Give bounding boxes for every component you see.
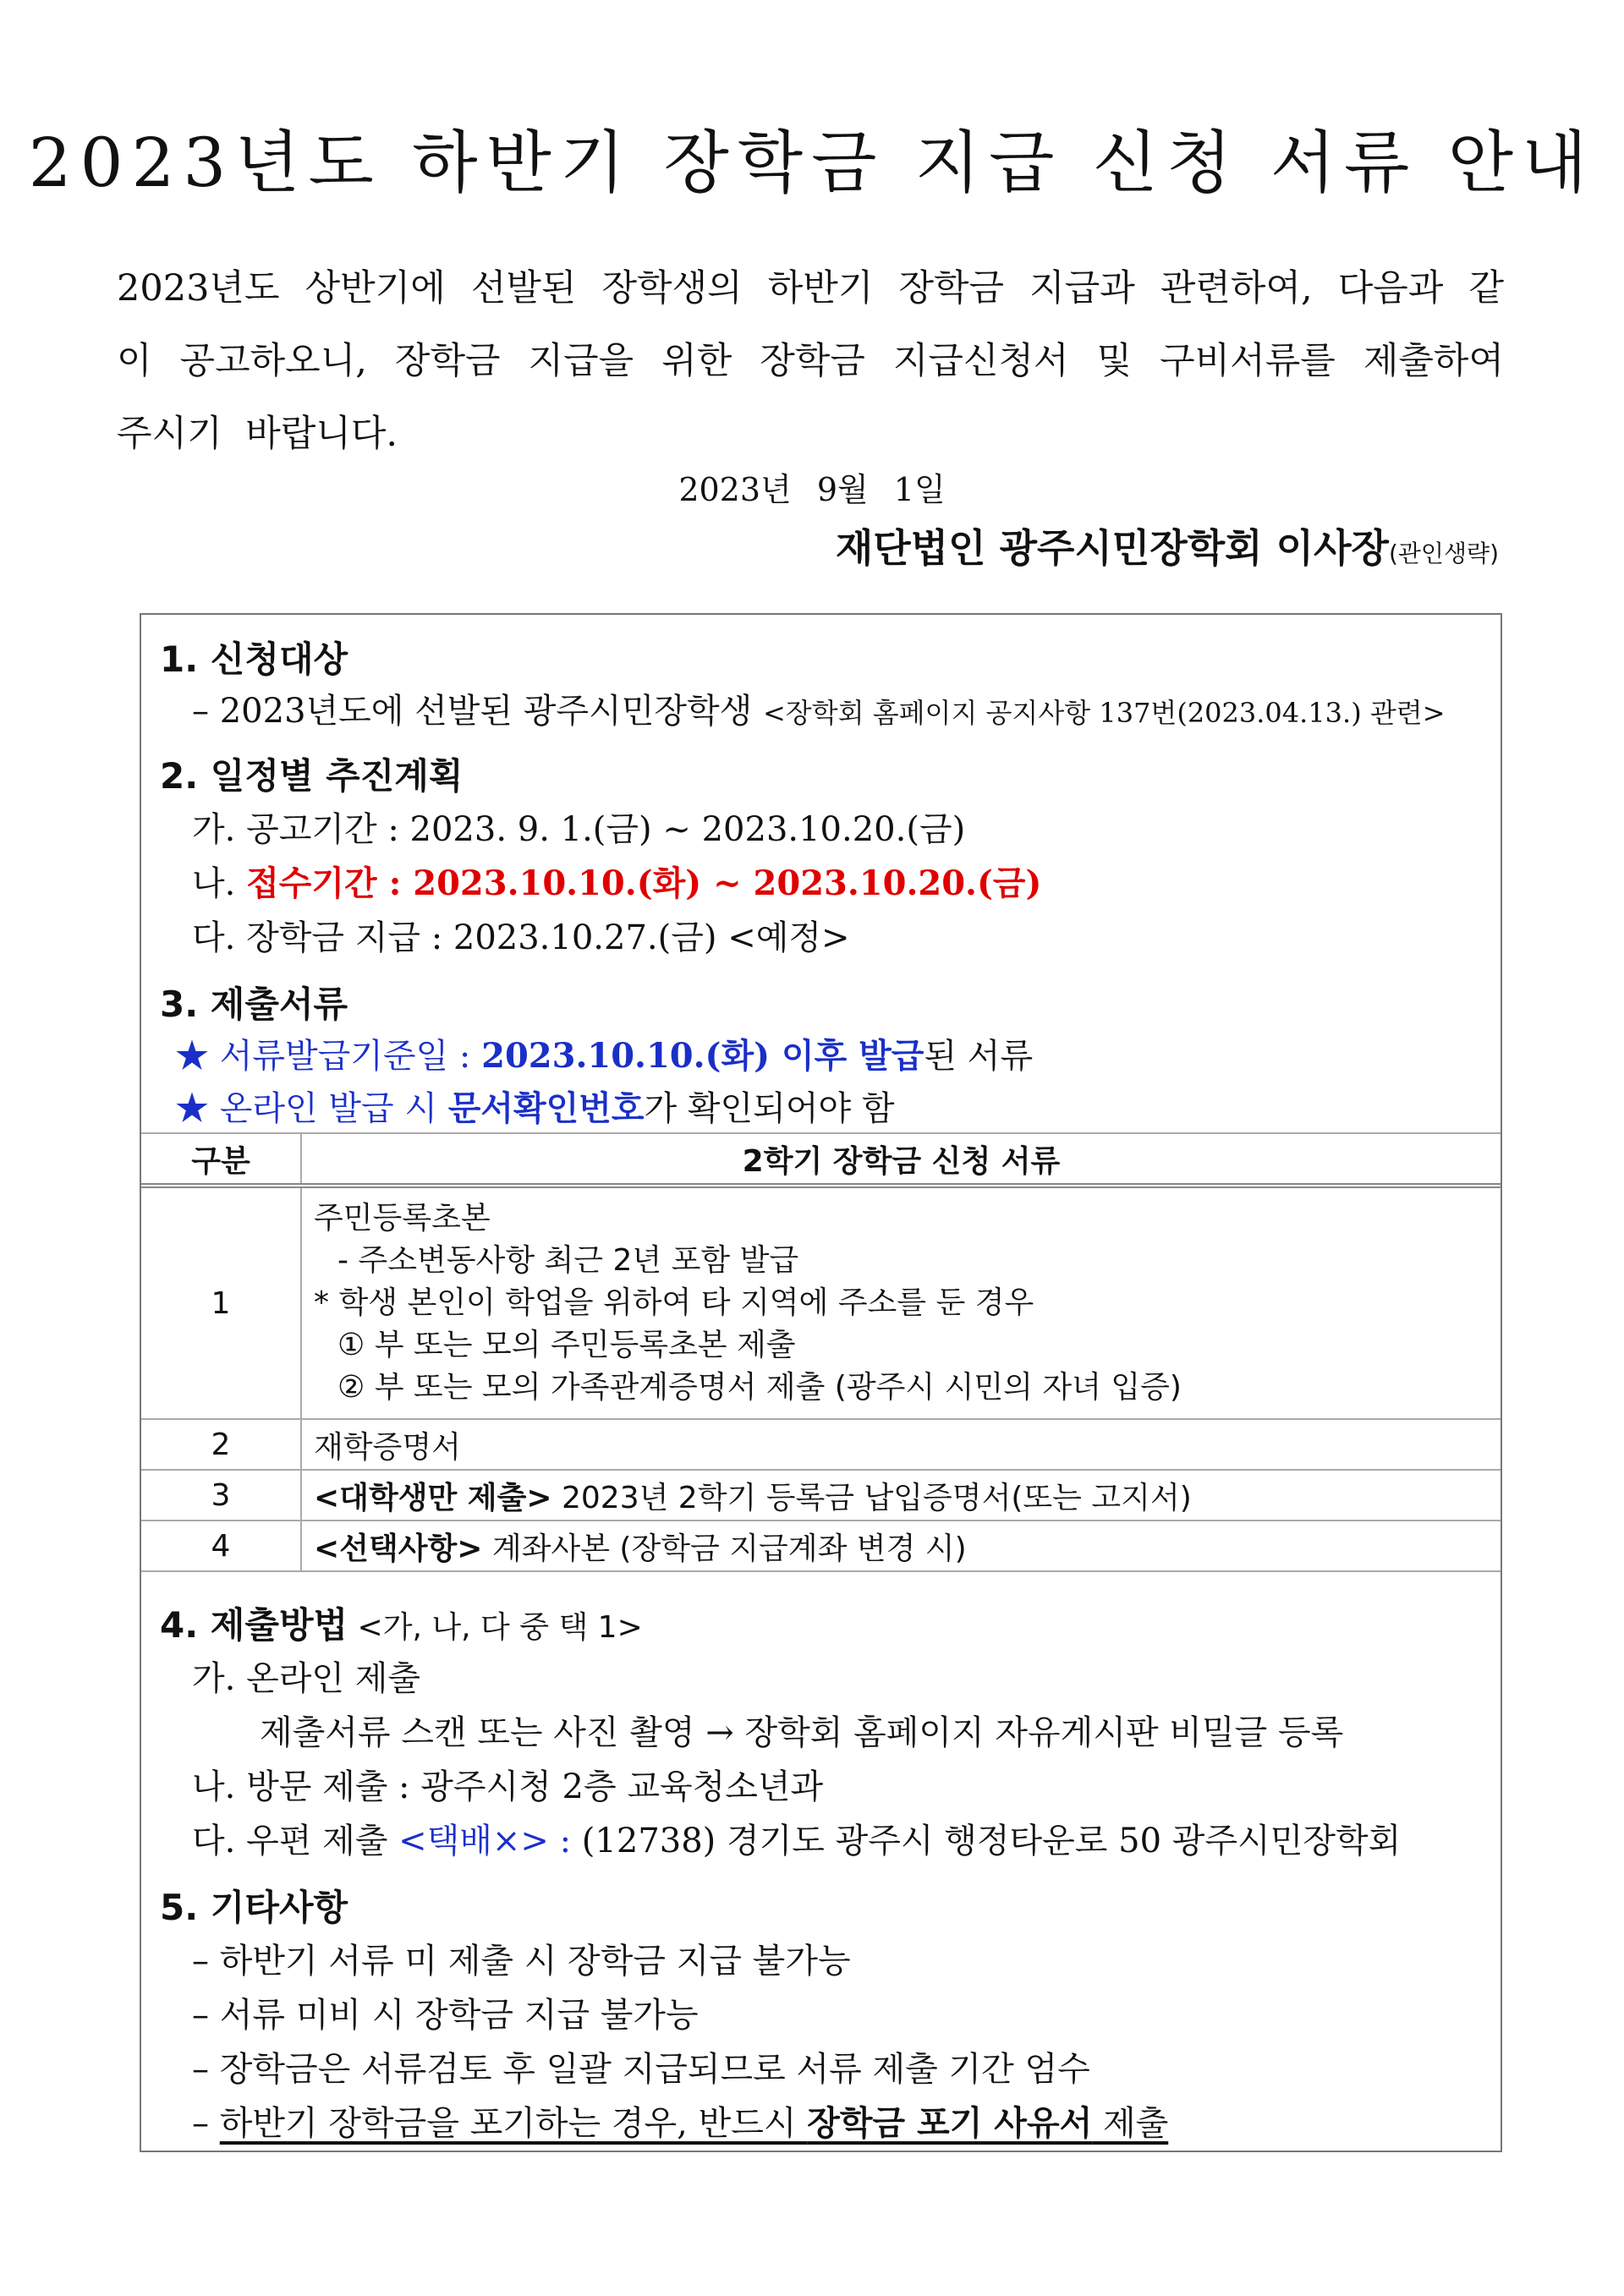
row1-line: * 학생 본인이 학업을 위하여 타 지역에 주소를 둔 경우 bbox=[314, 1285, 1034, 1320]
row-number: 1 bbox=[141, 1186, 301, 1419]
row1-line: ② 부 또는 모의 가족관계증명서 제출 (광주시 시민의 자녀 입증) bbox=[337, 1370, 1182, 1405]
method-visit: 나. 방문 제출 : 광주시청 2층 교육청소년과 bbox=[192, 1767, 824, 1806]
signer bbox=[836, 518, 1499, 573]
note-tail: 제출 bbox=[1092, 2104, 1169, 2143]
section-3-heading: 3. 제출서류 bbox=[160, 984, 348, 1025]
note-item: – 하반기 서류 미 제출 시 장학금 지급 불가능 bbox=[192, 1942, 851, 1981]
section-4-title: 4. 제출방법 bbox=[160, 1604, 348, 1646]
content-box bbox=[140, 613, 1502, 2152]
row1-line: 주민등록초본 bbox=[314, 1201, 491, 1236]
table-row bbox=[141, 1419, 1501, 1470]
online-issue-suffix: 가 확인되어야 함 bbox=[644, 1089, 895, 1128]
announcement-period: 가. 공고기간 : 2023. 9. 1.(금) ~ 2023.10.20.(금) bbox=[192, 810, 966, 849]
row-content bbox=[301, 1186, 1501, 1419]
row-number: 4 bbox=[141, 1521, 301, 1571]
row-content: 재학증명서 bbox=[301, 1419, 1501, 1470]
section-4-note: <가, 나, 다 중 택 1> bbox=[348, 1610, 643, 1645]
row-content bbox=[301, 1521, 1501, 1571]
row-tag: <대학생만 제출> bbox=[314, 1480, 552, 1515]
row-content bbox=[301, 1470, 1501, 1521]
section-1-item bbox=[192, 684, 1446, 732]
signer-name: 재단법인 광주시민장학회 이사장 bbox=[835, 525, 1389, 571]
section-5-heading: 5. 기타사항 bbox=[160, 1887, 348, 1928]
note-item: – 장학금은 서류검토 후 일괄 지급되므로 서류 제출 기간 엄수 bbox=[192, 2050, 1090, 2089]
method-mail-address: (12738) 경기도 광주시 행정타운로 50 광주시민장학회 bbox=[571, 1822, 1402, 1860]
payment-date: 다. 장학금 지급 : 2023.10.27.(금) <예정> bbox=[192, 918, 850, 957]
row1-line: ① 부 또는 모의 주민등록초본 제출 bbox=[337, 1328, 796, 1362]
table-row bbox=[141, 1186, 1501, 1419]
section-4-heading bbox=[160, 1597, 643, 1648]
issue-date-rule bbox=[175, 1029, 1033, 1077]
table-row bbox=[141, 1521, 1501, 1571]
note-item bbox=[192, 2096, 1168, 2145]
online-issue-prefix: ★ 온라인 발급 시 bbox=[175, 1089, 448, 1128]
notice-date: 2023년 9월 1일 bbox=[678, 471, 946, 508]
method-mail bbox=[192, 1814, 1401, 1862]
row-number: 3 bbox=[141, 1470, 301, 1521]
reception-dates: 접수기간 : 2023.10.10.(화) ~ 2023.10.20.(금) bbox=[246, 863, 1042, 903]
reception-prefix: 나. bbox=[192, 864, 247, 903]
method-mail-prefix: 다. 우편 제출 bbox=[192, 1822, 399, 1860]
row-text: 2023년 2학기 등록금 납입증명서(또는 고지서) bbox=[551, 1480, 1192, 1515]
issue-date-prefix: ★ 서류발급기준일 : bbox=[175, 1037, 482, 1076]
method-online: 가. 온라인 제출 bbox=[192, 1659, 420, 1698]
section-1-text: – 2023년도에 선발된 광주시민장학생 bbox=[192, 692, 753, 731]
table-header-documents: 2학기 장학금 신청 서류 bbox=[301, 1133, 1501, 1186]
note-text: 하반기 장학금을 포기하는 경우, 반드시 bbox=[219, 2104, 808, 2143]
section-2-heading: 2. 일정별 추진계획 bbox=[160, 755, 464, 797]
reception-period bbox=[192, 857, 1041, 905]
note-underlined bbox=[220, 2104, 1169, 2143]
method-online-detail: 제출서류 스캔 또는 사진 촬영 → 장학회 홈페이지 자유게시판 비밀글 등록 bbox=[260, 1713, 1344, 1752]
online-issue-rule bbox=[175, 1082, 894, 1130]
seal-note: (관인생략) bbox=[1388, 540, 1499, 567]
row-tag: <선택사항> bbox=[314, 1531, 483, 1566]
documents-table bbox=[141, 1132, 1501, 1572]
section-1-note: <장학회 홈페이지 공지사항 137번(2023.04.13.) 관련> bbox=[762, 697, 1446, 729]
row-text: 계좌사본 (장학금 지급계좌 변경 시) bbox=[482, 1531, 967, 1566]
row1-line: - 주소변동사항 최근 2년 포함 발급 bbox=[337, 1243, 799, 1278]
note-dash: – bbox=[192, 2104, 220, 2143]
section-1-heading: 1. 신청대상 bbox=[160, 638, 348, 680]
online-issue-highlight: 문서확인번호 bbox=[447, 1088, 645, 1128]
page-title: 2023년도 하반기 장학금 지급 신청 서류 안내 bbox=[28, 123, 1596, 202]
table-header-category: 구분 bbox=[141, 1133, 301, 1186]
note-item: – 서류 미비 시 장학금 지급 불가능 bbox=[192, 1996, 699, 2035]
note-bold: 장학금 포기 사유서 bbox=[807, 2103, 1093, 2143]
row-number: 2 bbox=[141, 1419, 301, 1470]
issue-date-highlight: 2023.10.10.(화) 이후 발급 bbox=[481, 1036, 924, 1076]
table-row bbox=[141, 1470, 1501, 1521]
intro-paragraph: 2023년도 상반기에 선발된 장학생의 하반기 장학금 지급과 관련하여, 다음과 같이 공고하오니, 장학금 지급을 위한 장학금 지급신청서 및 구비서류를 제출하여 주시기 바랍니다. bbox=[117, 267, 1504, 455]
issue-date-suffix: 된 서류 bbox=[924, 1037, 1034, 1076]
method-mail-courier: <택배×> : bbox=[398, 1822, 572, 1860]
